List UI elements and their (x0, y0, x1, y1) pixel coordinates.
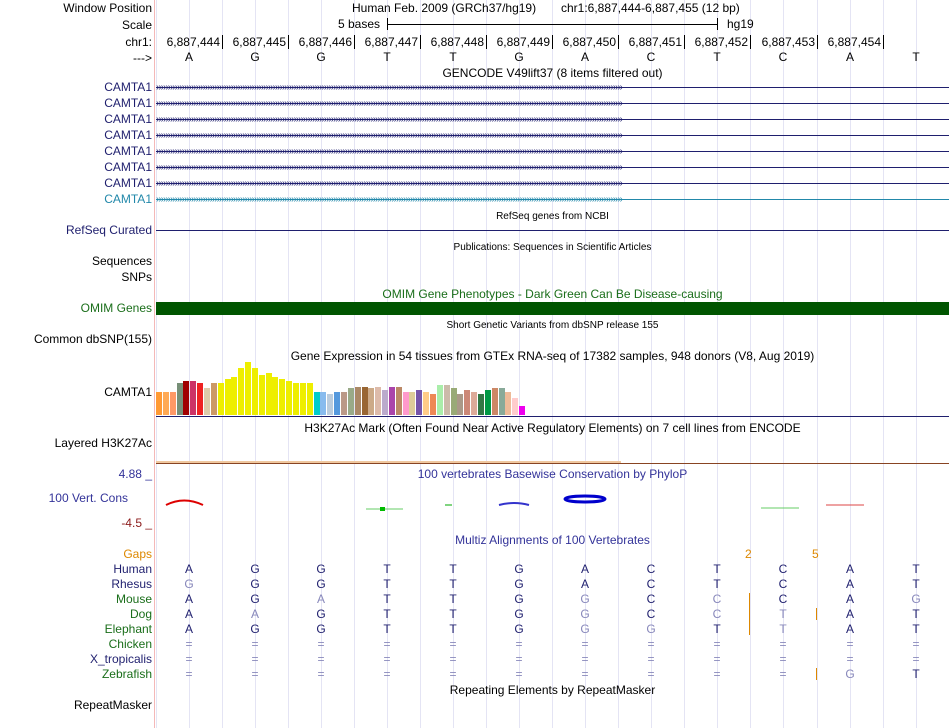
scale-bar-right (717, 18, 718, 30)
species-label[interactable]: Chicken (108, 637, 152, 651)
scale-bar (387, 24, 717, 25)
refseq-label[interactable]: RefSeq Curated (65, 223, 152, 237)
gtex-tissue-bar[interactable] (197, 383, 203, 415)
dbsnp-track-title[interactable]: Short Genetic Variants from dbSNP release 155 (446, 320, 659, 331)
species-base: G (316, 607, 326, 621)
gtex-tissue-bar[interactable] (320, 392, 326, 415)
phylop-plot[interactable] (156, 490, 949, 520)
ruler-tick (354, 35, 355, 49)
gtex-tissue-bar[interactable] (300, 383, 306, 415)
species-base: G (845, 667, 855, 681)
species-base: T (449, 577, 457, 591)
species-base: T (383, 607, 391, 621)
gencode-strand-arrows: ›››››››››››››››››››››››››››››››››››››››››››››››››››››››››››››››››››››››››››››››››››››››››››››››››››››››››››››››››››››››››››››››››››››››››››››››››››››››››››››››››››››››››››››››››››››››››››››››››››››››› (156, 130, 623, 141)
species-base: = (779, 637, 787, 651)
species-base: = (647, 652, 655, 666)
species-base: T (779, 622, 787, 636)
phylop-peak-a2 (565, 496, 605, 502)
species-base: C (712, 607, 722, 621)
gap-marker-3 (816, 668, 817, 680)
species-base: G (911, 592, 921, 606)
species-base: C (646, 577, 656, 591)
species-base: A (845, 562, 854, 576)
species-base: T (449, 562, 457, 576)
gtex-tissue-bar[interactable] (485, 390, 491, 415)
omim-gene-bar[interactable] (156, 302, 949, 315)
gtex-tissue-bar[interactable] (512, 398, 518, 415)
species-base: A (250, 607, 259, 621)
gtex-tissue-bar[interactable] (183, 381, 189, 415)
gtex-tissue-bar[interactable] (478, 394, 484, 415)
reference-base: A (184, 50, 193, 64)
scale-label: Scale (121, 18, 152, 32)
ruler-coordinate: 6,887,448 (430, 35, 484, 49)
gtex-tissue-bar[interactable] (355, 387, 361, 415)
species-base: A (845, 607, 854, 621)
ruler-coordinate: 6,887,454 (827, 35, 881, 49)
ruler-coordinate: 6,887,451 (628, 35, 682, 49)
gtex-tissue-bar[interactable] (293, 383, 299, 415)
species-base: = (251, 667, 259, 681)
scale-db: hg19 (727, 17, 754, 31)
species-base: G (514, 577, 524, 591)
species-base: T (912, 667, 920, 681)
species-base: = (647, 667, 655, 681)
gtex-tissue-bar[interactable] (272, 377, 278, 415)
reference-base: T (713, 50, 721, 64)
species-base: T (449, 622, 457, 636)
gtex-bar-chart[interactable] (156, 362, 556, 415)
gtex-tissue-bar[interactable] (286, 381, 292, 415)
reference-base: T (383, 50, 391, 64)
gtex-tissue-bar[interactable] (327, 394, 333, 415)
species-base: = (647, 637, 655, 651)
species-base: = (713, 667, 721, 681)
gtex-tissue-bar[interactable] (423, 392, 429, 415)
species-base: = (515, 637, 523, 651)
species-label[interactable]: Zebrafish (101, 667, 152, 681)
gtex-tissue-bar[interactable] (444, 385, 450, 415)
ruler-coordinate: 6,887,444 (166, 35, 220, 49)
species-base: T (912, 577, 920, 591)
multiz-track-title[interactable]: Multiz Alignments of 100 Vertebrates (455, 533, 650, 547)
species-base: C (646, 592, 656, 606)
gencode-strand-arrows: ›››››››››››››››››››››››››››››››››››››››››››››››››››››››››››››››››››››››››››››››››››››››››››››››››››››››››››››››››››››››››››››››››››››››››››››››››››››››››››››››››››››››››››››››››››››››››››››››››››››››› (156, 162, 623, 173)
species-base: = (185, 667, 193, 681)
gtex-tissue-bar[interactable] (231, 377, 237, 415)
species-base: C (778, 592, 788, 606)
species-base: = (185, 652, 193, 666)
gtex-tissue-bar[interactable] (437, 385, 443, 415)
gtex-tissue-bar[interactable] (252, 368, 258, 415)
species-base: T (383, 562, 391, 576)
ruler-tick (288, 35, 289, 49)
gtex-tissue-bar[interactable] (204, 388, 210, 415)
grid-line (750, 0, 751, 728)
ruler-tick (618, 35, 619, 49)
gencode-strand-arrows: ›››››››››››››››››››››››››››››››››››››››››››››››››››››››››››››››››››››››››››››››››››››››››››››››››››››››››››››››››››››››››››››››››››››››››››››››››››››››››››››››››››››››››››››››››››››››››››››››››››››››› (156, 98, 623, 109)
species-base: C (646, 607, 656, 621)
gencode-strand-arrows: ›››››››››››››››››››››››››››››››››››››››››››››››››››››››››››››››››››››››››››››››››››››››››››››››››››››››››››››››››››››››››››››››››››››››››››››››››››››››››››››››››››››››››››››››››››››››››››››››››››››››› (156, 82, 623, 93)
gtex-tissue-bar[interactable] (519, 406, 525, 415)
species-base: = (846, 652, 854, 666)
species-label[interactable]: X_tropicalis (89, 652, 152, 666)
species-base: = (581, 652, 589, 666)
species-base: G (514, 562, 524, 576)
reference-base: A (845, 50, 854, 64)
gtex-tissue-bar[interactable] (492, 388, 498, 415)
ruler-coordinate: 6,887,450 (562, 35, 616, 49)
ruler-coordinate: 6,887,447 (364, 35, 418, 49)
species-base: = (317, 667, 325, 681)
scale-text: 5 bases (338, 17, 381, 31)
species-base: = (383, 667, 391, 681)
gtex-tissue-bar[interactable] (259, 375, 265, 415)
gencode-gene-label[interactable]: CAMTA1 (104, 96, 152, 110)
gtex-tissue-bar[interactable] (334, 392, 340, 415)
position-readout[interactable]: chr1:6,887,444-6,887,455 (12 bp) (561, 1, 740, 15)
gtex-tissue-bar[interactable] (211, 383, 217, 415)
repeatmasker-label[interactable]: RepeatMasker (73, 698, 152, 712)
snps-label[interactable]: SNPs (121, 270, 152, 284)
species-base: G (316, 562, 326, 576)
species-base: = (185, 637, 193, 651)
species-base: = (779, 667, 787, 681)
gencode-strand-arrows: ›››››››››››››››››››››››››››››››››››››››››››››››››››››››››››››››››››››››››››››››››››››››››››››››››››››››››››››››››››››››››››››››››››››››››››››››››››››››››››››››››››››››››››››››››››››››››››››››››››››››› (156, 178, 623, 189)
gtex-tissue-bar[interactable] (348, 388, 354, 415)
dbsnp-label[interactable]: Common dbSNP(155) (33, 332, 152, 346)
gtex-tissue-bar[interactable] (505, 392, 511, 415)
grid-line (883, 0, 884, 728)
gap-count-2: 2 (745, 547, 752, 561)
phylop-peak-a (166, 501, 203, 506)
ruler-tick (486, 35, 487, 49)
phylop-peak-g (499, 503, 529, 505)
refseq-gene-line[interactable] (156, 230, 949, 231)
species-base: G (514, 622, 524, 636)
strand-arrow-label: ---> (133, 51, 152, 65)
gtex-tissue-bar[interactable] (170, 392, 176, 415)
species-base: = (449, 667, 457, 681)
gencode-track-title[interactable]: GENCODE V49lift37 (8 items filtered out) (442, 66, 663, 80)
species-base: G (184, 577, 194, 591)
gencode-strand-arrows: ›››››››››››››››››››››››››››››››››››››››››››››››››››››››››››››››››››››››››››››››››››››››››››››››››››››››››››››››››››››››››››››››››››››››››››››››››››››››››››››››››››››››››››››››››››››››››››››››››››››››› (156, 114, 623, 125)
ruler-coordinate: 6,887,453 (761, 35, 815, 49)
species-base: G (250, 562, 260, 576)
species-base: C (778, 577, 788, 591)
species-base: T (912, 562, 920, 576)
phylop-min-label: -4.5 _ (121, 516, 152, 530)
species-base: = (515, 667, 523, 681)
gtex-tissue-bar[interactable] (375, 387, 381, 415)
species-base: = (515, 652, 523, 666)
species-base: G (316, 577, 326, 591)
species-base: T (912, 622, 920, 636)
species-base: = (317, 637, 325, 651)
gtex-tissue-bar[interactable] (416, 390, 422, 415)
gtex-tissue-bar[interactable] (382, 390, 388, 415)
species-label[interactable]: Dog (129, 607, 152, 621)
species-base: G (250, 622, 260, 636)
gtex-tissue-bar[interactable] (279, 379, 285, 415)
species-base: = (581, 637, 589, 651)
species-base: C (646, 562, 656, 576)
species-base: A (580, 562, 589, 576)
species-base: = (713, 637, 721, 651)
species-base: A (184, 592, 193, 606)
species-base: T (449, 607, 457, 621)
repeatmasker-track-title[interactable]: Repeating Elements by RepeatMasker (449, 683, 656, 697)
gtex-tissue-bar[interactable] (430, 394, 436, 415)
gtex-tissue-bar[interactable] (396, 387, 402, 415)
species-base: T (779, 607, 787, 621)
gtex-tissue-bar[interactable] (389, 387, 395, 415)
species-base: = (912, 637, 920, 651)
species-base: T (713, 577, 721, 591)
h3k27ac-baseline (156, 463, 949, 464)
gtex-tissue-bar[interactable] (156, 392, 162, 415)
species-base: G (580, 607, 590, 621)
gtex-tissue-bar[interactable] (218, 383, 224, 415)
gencode-gene-label[interactable]: CAMTA1 (104, 80, 152, 94)
assembly-name: Human Feb. 2009 (GRCh37/hg19) (352, 1, 537, 15)
gtex-gene-label[interactable]: CAMTA1 (104, 385, 152, 399)
gencode-gene-label[interactable]: CAMTA1 (104, 192, 152, 206)
species-base: = (581, 667, 589, 681)
species-base: T (383, 577, 391, 591)
species-base: = (251, 637, 259, 651)
gencode-gene-label[interactable]: CAMTA1 (104, 128, 152, 142)
gencode-strand-arrows: ›››››››››››››››››››››››››››››››››››››››››››››››››››››››››››››››››››››››››››››››››››››››››››››››››››››››››››››››››››››››››››››››››››››››››››››››››››››››››››››››››››››››››››››››››››››››››››››››››››››››› (156, 146, 623, 157)
species-base: A (184, 562, 193, 576)
grid-line (618, 0, 619, 728)
species-label[interactable]: Elephant (104, 622, 152, 636)
species-base: G (250, 592, 260, 606)
gtex-tissue-bar[interactable] (409, 392, 415, 415)
reference-base: C (778, 50, 788, 64)
publications-track-title[interactable]: Publications: Sequences in Scientific Articles (453, 242, 652, 253)
species-base: T (912, 607, 920, 621)
species-base: A (845, 592, 854, 606)
gtex-tissue-bar[interactable] (457, 394, 463, 415)
gaps-label: Gaps (123, 547, 152, 561)
species-base: = (317, 652, 325, 666)
species-base: A (184, 622, 193, 636)
species-base: = (713, 652, 721, 666)
species-base: = (779, 652, 787, 666)
species-base: = (383, 637, 391, 651)
window-position-label: Window Position (63, 1, 152, 15)
reference-base: G (316, 50, 326, 64)
gencode-gene-label[interactable]: CAMTA1 (104, 160, 152, 174)
reference-base: T (449, 50, 457, 64)
phylop-peak-t1-mark (380, 507, 385, 511)
h3k27ac-track-title[interactable]: H3K27Ac Mark (Often Found Near Active Regulatory Elements) on 7 cell lines from ENCODE (304, 421, 801, 435)
species-base: = (251, 652, 259, 666)
species-base: = (912, 652, 920, 666)
sequences-label[interactable]: Sequences (91, 254, 152, 268)
ruler-tick (420, 35, 421, 49)
ruler-coordinate: 6,887,446 (298, 35, 352, 49)
gtex-tissue-bar[interactable] (471, 392, 477, 415)
gtex-tissue-bar[interactable] (368, 388, 374, 415)
species-base: = (449, 637, 457, 651)
gtex-tissue-bar[interactable] (190, 381, 196, 415)
ruler-tick (222, 35, 223, 49)
ruler-tick (883, 35, 884, 49)
phylop-track-title[interactable]: 100 vertebrates Basewise Conservation by PhyloP (417, 467, 688, 481)
grid-line (817, 0, 818, 728)
gtex-tissue-bar[interactable] (163, 392, 169, 415)
gtex-tissue-bar[interactable] (307, 383, 313, 415)
species-base: T (713, 562, 721, 576)
species-base: = (383, 652, 391, 666)
gtex-tissue-bar[interactable] (238, 368, 244, 415)
ruler-tick (750, 35, 751, 49)
species-base: T (713, 622, 721, 636)
species-base: G (514, 592, 524, 606)
omim-track-title[interactable]: OMIM Gene Phenotypes - Dark Green Can Be Disease-causing (382, 287, 723, 301)
phylop-max-label: 4.88 _ (118, 467, 152, 481)
gap-marker-1 (749, 593, 750, 635)
gencode-gene-label[interactable]: CAMTA1 (104, 144, 152, 158)
species-base: = (846, 637, 854, 651)
species-base: A (184, 607, 193, 621)
species-base: G (580, 592, 590, 606)
omim-label[interactable]: OMIM Genes (80, 301, 152, 315)
h3k27ac-label[interactable]: Layered H3K27Ac (54, 436, 152, 450)
species-base: C (778, 562, 788, 576)
gencode-gene-label[interactable]: CAMTA1 (104, 112, 152, 126)
species-base: G (646, 622, 656, 636)
gencode-strand-arrows: ›››››››››››››››››››››››››››››››››››››››››››››››››››››››››››››››››››››››››››››››››››››››››››››››››››››››››››››››››››››››››››››››››››››››››››››››››››››››››››››››››››››››››››››››››››››››››››››››››››››››› (156, 194, 623, 205)
species-base: T (383, 592, 391, 606)
species-base: C (712, 592, 722, 606)
gencode-gene-label[interactable]: CAMTA1 (104, 176, 152, 190)
ruler-coordinate: 6,887,449 (496, 35, 550, 49)
species-base: A (845, 622, 854, 636)
gtex-baseline (156, 416, 949, 417)
reference-base: T (912, 50, 920, 64)
ruler-coordinate: 6,887,452 (694, 35, 748, 49)
gap-count-5: 5 (812, 547, 819, 561)
grid-line (684, 0, 685, 728)
ruler-tick (684, 35, 685, 49)
gap-marker-2 (816, 608, 817, 620)
species-base: G (250, 577, 260, 591)
chrom-label: chr1: (125, 35, 152, 49)
species-base: T (383, 622, 391, 636)
reference-base: C (646, 50, 656, 64)
gtex-tissue-bar[interactable] (464, 390, 470, 415)
species-base: G (514, 607, 524, 621)
ruler-tick (817, 35, 818, 49)
species-base: G (316, 622, 326, 636)
species-label[interactable]: Rhesus (111, 577, 152, 591)
reference-base: A (580, 50, 589, 64)
gtex-track-title[interactable]: Gene Expression in 54 tissues from GTEx RNA-seq of 17382 samples, 948 donors (V8, Aug 2019) (290, 349, 815, 363)
species-base: G (580, 622, 590, 636)
species-label[interactable]: Human (113, 562, 152, 576)
reference-base: G (250, 50, 260, 64)
phylop-label[interactable]: 100 Vert. Cons (48, 491, 128, 505)
reference-base: G (514, 50, 524, 64)
species-base: A (316, 592, 325, 606)
label-column-divider (154, 0, 155, 728)
species-base: T (449, 592, 457, 606)
refseq-track-title[interactable]: RefSeq genes from NCBI (496, 211, 609, 222)
species-base: A (845, 577, 854, 591)
ruler-coordinate: 6,887,445 (232, 35, 286, 49)
species-base: A (580, 577, 589, 591)
species-label[interactable]: Mouse (115, 592, 152, 606)
ruler-tick (552, 35, 553, 49)
gtex-tissue-bar[interactable] (341, 392, 347, 415)
gtex-tissue-bar[interactable] (245, 362, 251, 415)
species-base: = (449, 652, 457, 666)
